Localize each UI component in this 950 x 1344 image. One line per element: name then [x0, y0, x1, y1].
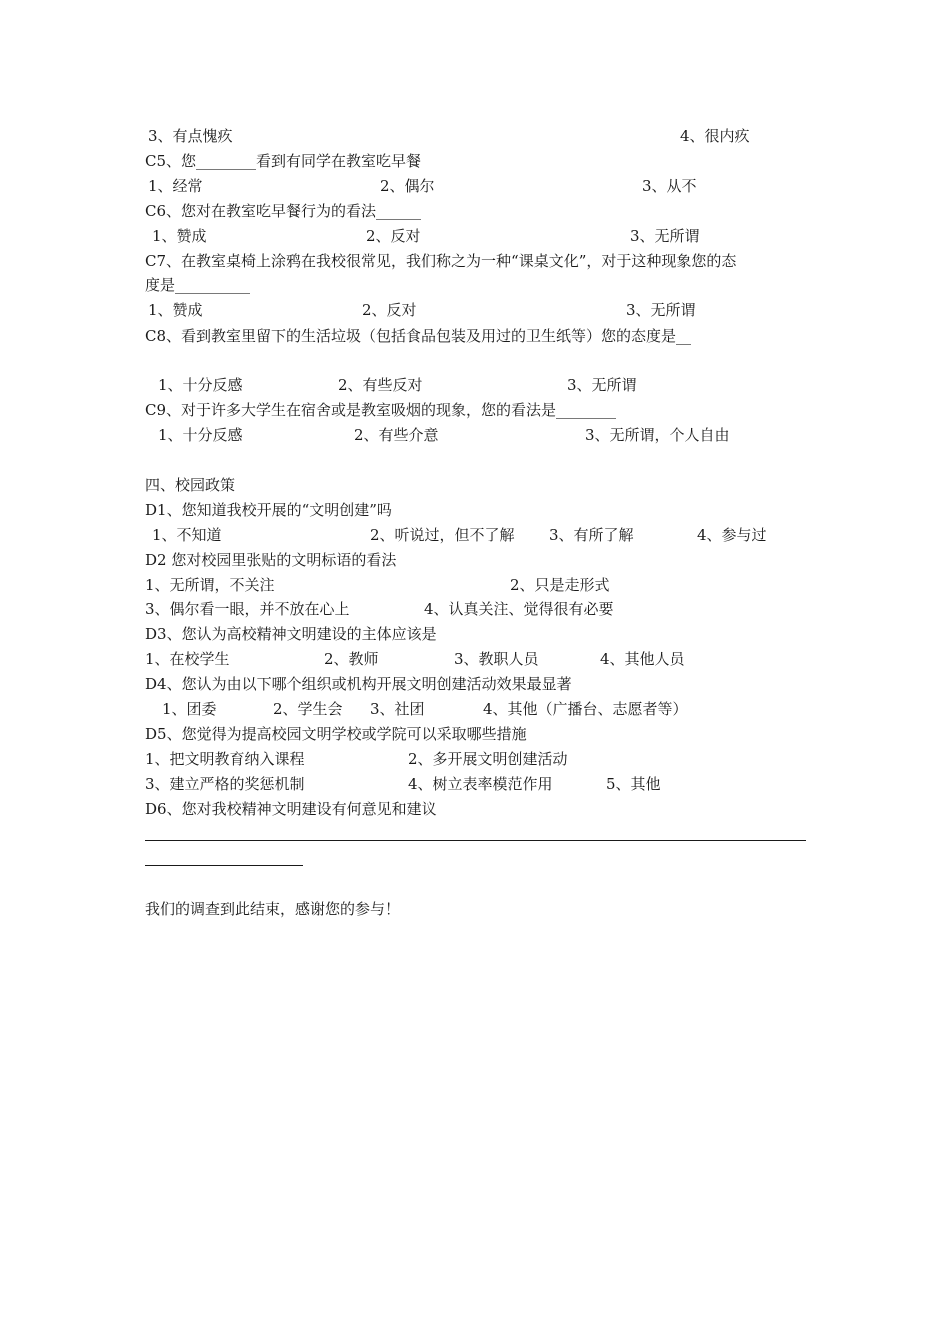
option: 1、不知道	[152, 526, 222, 544]
c7-options	[0, 299, 950, 321]
option: 1、十分反感	[158, 376, 243, 394]
option: 3、从不	[642, 177, 697, 195]
option: 2、学生会	[273, 700, 343, 718]
option: 3、社团	[370, 700, 425, 718]
option: 1、经常	[148, 177, 203, 195]
option: 2、偶尔	[380, 177, 435, 195]
option: 3、有所了解	[549, 526, 634, 544]
d1-options	[0, 524, 950, 546]
option: 3、无所谓	[626, 301, 696, 319]
option: 2、反对	[366, 227, 421, 245]
c6-options	[0, 225, 950, 247]
question-d3: D3、您认为高校精神文明建设的主体应该是	[145, 625, 437, 643]
option: 5、其他	[606, 775, 661, 793]
question-d5: D5、您觉得为提高校园文明学校或学院可以采取哪些措施	[145, 725, 527, 743]
option: 3、建立严格的奖惩机制	[145, 775, 305, 793]
c4-options	[0, 125, 950, 147]
option: 1、团委	[162, 700, 217, 718]
d3-options	[0, 648, 950, 670]
option: 1、赞成	[148, 301, 203, 319]
d2-options-row1	[0, 574, 950, 596]
option: 4、参与过	[697, 526, 767, 544]
option: 1、无所谓，不关注	[145, 576, 275, 594]
d5-options-row2	[0, 773, 950, 795]
question-c5: C5、您________看到有同学在教室吃早餐	[145, 152, 422, 170]
d2-options-row2	[0, 598, 950, 620]
question-c6: C6、您对在教室吃早餐行为的看法______	[145, 202, 422, 220]
option: 4、很内疚	[680, 127, 750, 145]
option: 1、十分反感	[158, 426, 243, 444]
option: 4、其他（广播台、志愿者等）	[483, 700, 688, 718]
option: 2、多开展文明创建活动	[408, 750, 568, 768]
question-c7-cont: 度是__________	[145, 276, 251, 294]
question-c7: C7、在教室桌椅上涂鸦在我校很常见，我们称之为一种“课桌文化”，对于这种现象您的态	[145, 252, 737, 270]
c5-options	[0, 175, 950, 197]
question-d2: D2 您对校园里张贴的文明标语的看法	[145, 551, 397, 569]
option: 3、偶尔看一眼，并不放在心上	[145, 600, 350, 618]
question-c9: C9、对于许多大学生在宿舍或是教室吸烟的现象，您的看法是________	[145, 401, 617, 419]
option: 3、无所谓	[630, 227, 700, 245]
answer-line	[145, 865, 303, 866]
c8-options	[0, 374, 950, 396]
option: 1、把文明教育纳入课程	[145, 750, 305, 768]
option: 2、听说过，但不了解	[370, 526, 515, 544]
closing-text: 我们的调查到此结束，感谢您的参与！	[145, 900, 401, 918]
option: 1、赞成	[152, 227, 207, 245]
option: 4、认真关注、觉得很有必要	[424, 600, 614, 618]
answer-line	[145, 840, 806, 841]
option: 3、无所谓	[567, 376, 637, 394]
option: 2、只是走形式	[510, 576, 610, 594]
option: 3、有点愧疚	[148, 127, 233, 145]
question-d1: D1、您知道我校开展的“文明创建”吗	[145, 501, 392, 519]
question-d4: D4、您认为由以下哪个组织或机构开展文明创建活动效果最显著	[145, 675, 572, 693]
option: 2、有些介意	[354, 426, 439, 444]
question-c8: C8、看到教室里留下的生活垃圾（包括食品包装及用过的卫生纸等）您的态度是__	[145, 327, 692, 345]
section-heading: 四、校园政策	[145, 476, 236, 494]
option: 2、有些反对	[338, 376, 423, 394]
d5-options-row1	[0, 748, 950, 770]
option: 4、树立表率模范作用	[408, 775, 553, 793]
option: 3、无所谓，个人自由	[585, 426, 730, 444]
option: 4、其他人员	[600, 650, 685, 668]
option: 2、反对	[362, 301, 417, 319]
c9-options	[0, 424, 950, 446]
question-d6: D6、您对我校精神文明建设有何意见和建议	[145, 800, 437, 818]
option: 2、教师	[324, 650, 379, 668]
d4-options	[0, 698, 950, 720]
option: 3、教职人员	[454, 650, 539, 668]
option: 1、在校学生	[145, 650, 230, 668]
